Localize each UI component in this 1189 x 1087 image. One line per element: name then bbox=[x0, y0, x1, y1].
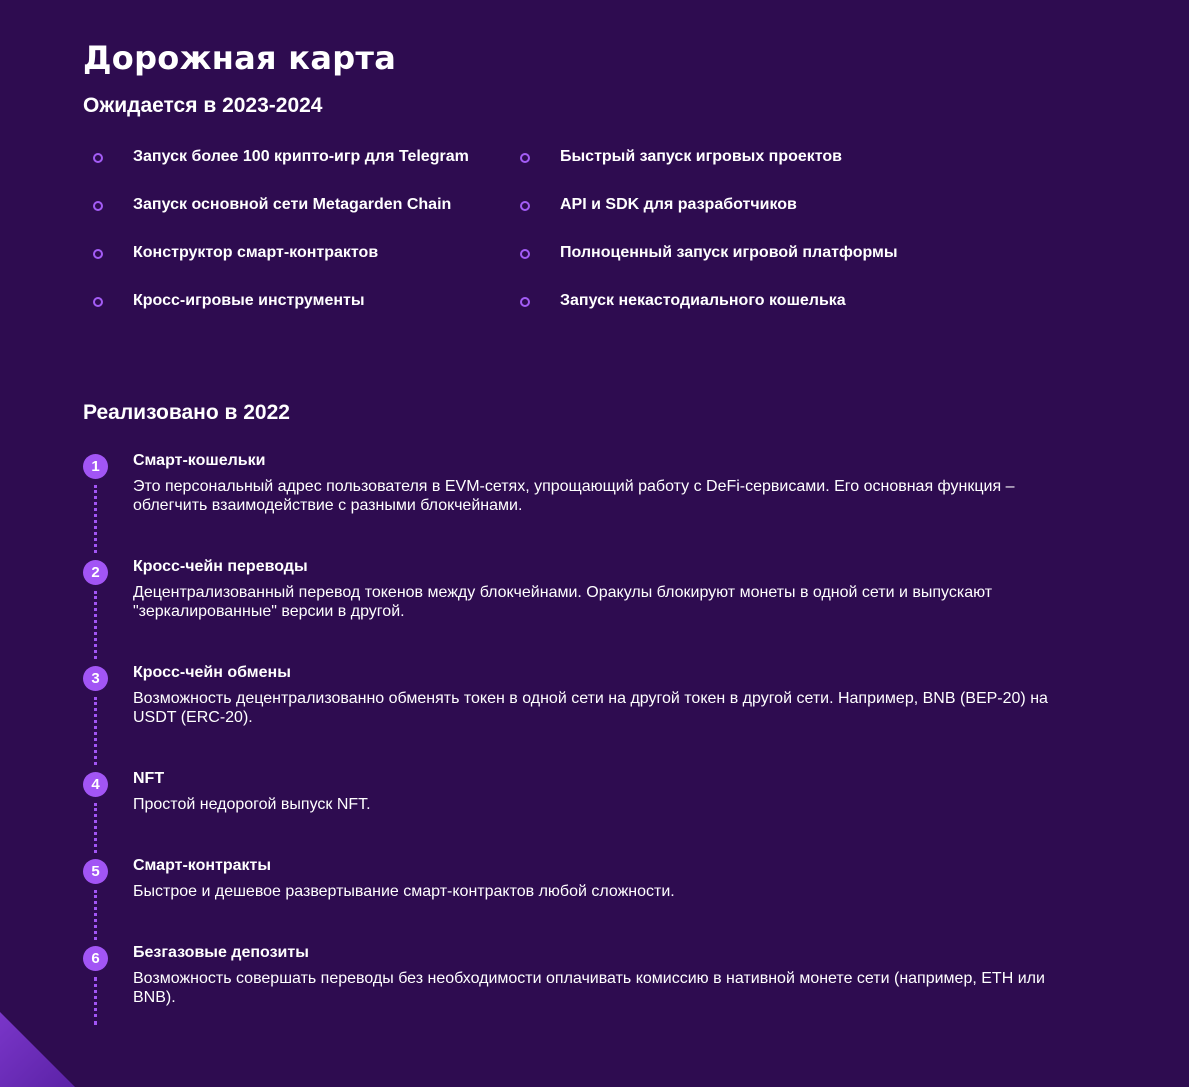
step-title: Смарт-контракты bbox=[133, 857, 272, 874]
upcoming-item-label: Запуск некастодиального кошелька bbox=[560, 292, 846, 309]
step-title: Кросс-чейн обмены bbox=[133, 664, 291, 681]
timeline-dotted-line bbox=[94, 803, 97, 853]
step-title: Смарт-кошельки bbox=[133, 452, 266, 469]
page-title: Дорожная карта bbox=[83, 39, 397, 77]
step-description: Быстрое и дешевое развертывание смарт-контрактов любой сложности. bbox=[133, 883, 675, 900]
timeline-dotted-line bbox=[94, 697, 97, 765]
upcoming-item-label: Конструктор смарт-контрактов bbox=[133, 244, 379, 261]
bullet-icon bbox=[520, 249, 530, 259]
upcoming-item-label: Быстрый запуск игровых проектов bbox=[560, 148, 843, 165]
upcoming-item-label: API и SDK для разработчиков bbox=[560, 196, 797, 213]
upcoming-item-label: Запуск более 100 крипто-игр для Telegram bbox=[133, 148, 469, 165]
step-number-badge: 5 bbox=[83, 859, 108, 884]
step-number-badge: 6 bbox=[83, 946, 108, 971]
corner-decoration bbox=[0, 1012, 75, 1087]
timeline-dotted-line bbox=[94, 591, 97, 659]
upcoming-item-label: Запуск основной сети Metagarden Chain bbox=[133, 196, 452, 213]
upcoming-item-label: Кросс-игровые инструменты bbox=[133, 292, 365, 309]
done-section-title: Реализовано в 2022 bbox=[83, 401, 290, 424]
bullet-icon bbox=[93, 201, 103, 211]
step-number-badge: 1 bbox=[83, 454, 108, 479]
step-number-badge: 2 bbox=[83, 560, 108, 585]
step-description: Простой недорогой выпуск NFT. bbox=[133, 796, 371, 813]
bullet-icon bbox=[520, 297, 530, 307]
step-title: Безгазовые депозиты bbox=[133, 944, 309, 961]
step-description: Возможность совершать переводы без необходимости оплачивать комиссию в нативной монете сети (например, ETH или BNB). bbox=[133, 970, 1045, 1006]
step-description: Это персональный адрес пользователя в EVM-сетях, упрощающий работу с DeFi-сервисами. Его основная функция – облегчить взаимодействие с разными блокчейнами. bbox=[133, 478, 1015, 514]
step-title: NFT bbox=[133, 770, 165, 787]
upcoming-section-title: Ожидается в 2023-2024 bbox=[83, 94, 323, 117]
step-number-badge: 3 bbox=[83, 666, 108, 691]
bullet-icon bbox=[93, 249, 103, 259]
bullet-icon bbox=[93, 297, 103, 307]
bullet-icon bbox=[93, 153, 103, 163]
upcoming-item-label: Полноценный запуск игровой платформы bbox=[560, 244, 898, 261]
timeline-dotted-line bbox=[94, 890, 97, 940]
step-description: Децентрализованный перевод токенов между блокчейнами. Оракулы блокируют монеты в одной сети и выпускают "зеркалированные" версии в другой. bbox=[133, 584, 993, 620]
bullet-icon bbox=[520, 153, 530, 163]
bullet-icon bbox=[520, 201, 530, 211]
step-description: Возможность децентрализованно обменять токен в одной сети на другой токен в другой сети. Например, BNB (BEP-20) на USDT (ERC-20). bbox=[133, 690, 1048, 726]
step-title: Кросс-чейн переводы bbox=[133, 558, 308, 575]
step-number-badge: 4 bbox=[83, 772, 108, 797]
timeline-dotted-line bbox=[94, 977, 97, 1025]
timeline-dotted-line bbox=[94, 485, 97, 553]
